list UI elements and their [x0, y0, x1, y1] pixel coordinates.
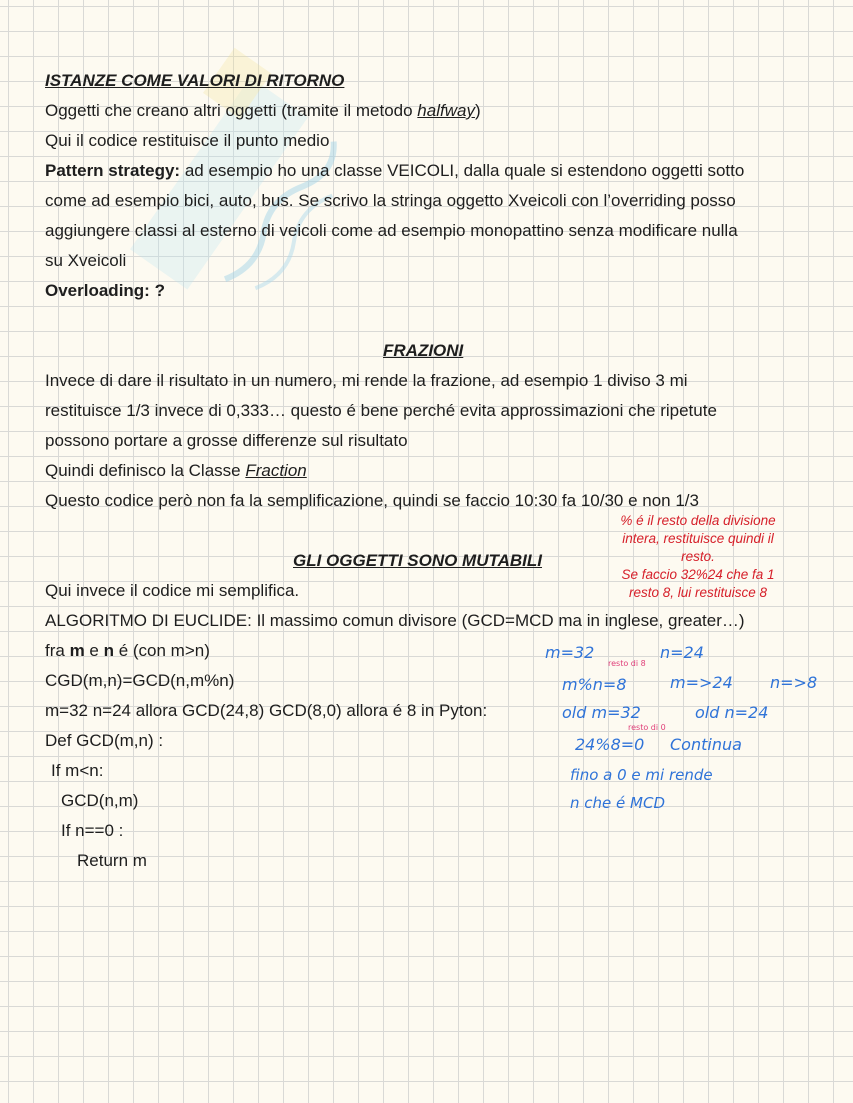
text-line: Qui il codice restituisce il punto medio — [45, 131, 330, 150]
hand-text: old n=24 — [695, 703, 769, 722]
text-line: restituisce 1/3 invece di 0,333… questo é bene perché evita approssimazioni che ripetute — [45, 401, 717, 420]
hand-text: m%n=8 — [562, 675, 627, 694]
hand-text: old m=32 — [562, 703, 641, 722]
section-heading-frazioni: FRAZIONI — [383, 341, 464, 360]
text-line: fra m e n é (con m>n) — [45, 641, 210, 660]
text-line: su Xveicoli — [45, 251, 127, 270]
hand-text: n=>8 — [770, 673, 818, 692]
note-line: intera, restituisce quindi il — [622, 531, 774, 546]
text-line: Invece di dare il risultato in un numero, mi rende la frazione, ad esempio 1 diviso 3 mi — [45, 371, 688, 390]
note-line: resto. — [681, 549, 715, 564]
text-line: Quindi definisco la Classe Fraction — [45, 461, 307, 480]
code-line: Def GCD(m,n) : — [45, 731, 164, 750]
text-line: Questo codice però non fa la semplificazione, quindi se faccio 10:30 fa 10/30 e non 1/3 — [45, 491, 699, 510]
note-line: Se faccio 32%24 che fa 1 — [621, 567, 775, 582]
hand-text: m=32 — [545, 643, 595, 662]
hand-text: fino a 0 e mi rende — [570, 766, 713, 784]
text-line: come ad esempio bici, auto, bus. Se scrivo la stringa oggetto Xveicoli con l’overriding posso — [45, 191, 736, 210]
margin-note-red — [600, 512, 796, 602]
note-line: resto 8, lui restituisce 8 — [628, 585, 768, 600]
text-line: m=32 n=24 allora GCD(24,8) GCD(8,0) allora é 8 in Pyton: — [45, 701, 488, 720]
overloading-label: Overloading: ? — [45, 281, 165, 300]
text-line: Oggetti che creano altri oggetti (tramite il metodo halfway) — [45, 101, 481, 120]
hand-text: n=24 — [660, 643, 704, 662]
text-line: ALGORITMO DI EUCLIDE: Il massimo comun divisore (GCD=MCD ma in inglese, greater…) — [45, 611, 745, 630]
hand-text: m=>24 — [670, 673, 733, 692]
hand-annotation: resto di 8 — [608, 659, 646, 668]
code-line: If m<n: — [51, 761, 104, 780]
code-line: If n==0 : — [61, 821, 124, 840]
code-line: GCD(n,m) — [61, 791, 139, 810]
handwritten-notes — [540, 638, 840, 818]
section-heading-mutabili: GLI OGGETTI SONO MUTABILI — [293, 551, 543, 570]
text-line: CGD(m,n)=GCD(n,m%n) — [45, 671, 235, 690]
text-line: Pattern strategy: ad esempio ho una classe VEICOLI, dalla quale si estendono oggetti sotto — [45, 161, 745, 180]
code-line: Return m — [77, 851, 147, 870]
text-line: possono portare a grosse differenze sul risultato — [45, 431, 408, 450]
note-line: % é il resto della divisione — [620, 513, 776, 528]
hand-text: Continua — [670, 735, 742, 754]
text-line: aggiungere classi al esterno di veicoli come ad esempio monopattino senza modificare nulla — [45, 221, 738, 240]
section-heading-istanze: ISTANZE COME VALORI DI RITORNO — [45, 71, 345, 90]
text-line: Qui invece il codice mi semplifica. — [45, 581, 300, 600]
hand-text: 24%8=0 — [575, 735, 645, 754]
hand-text: n che é MCD — [570, 794, 665, 812]
hand-annotation: resto di 0 — [628, 723, 666, 732]
